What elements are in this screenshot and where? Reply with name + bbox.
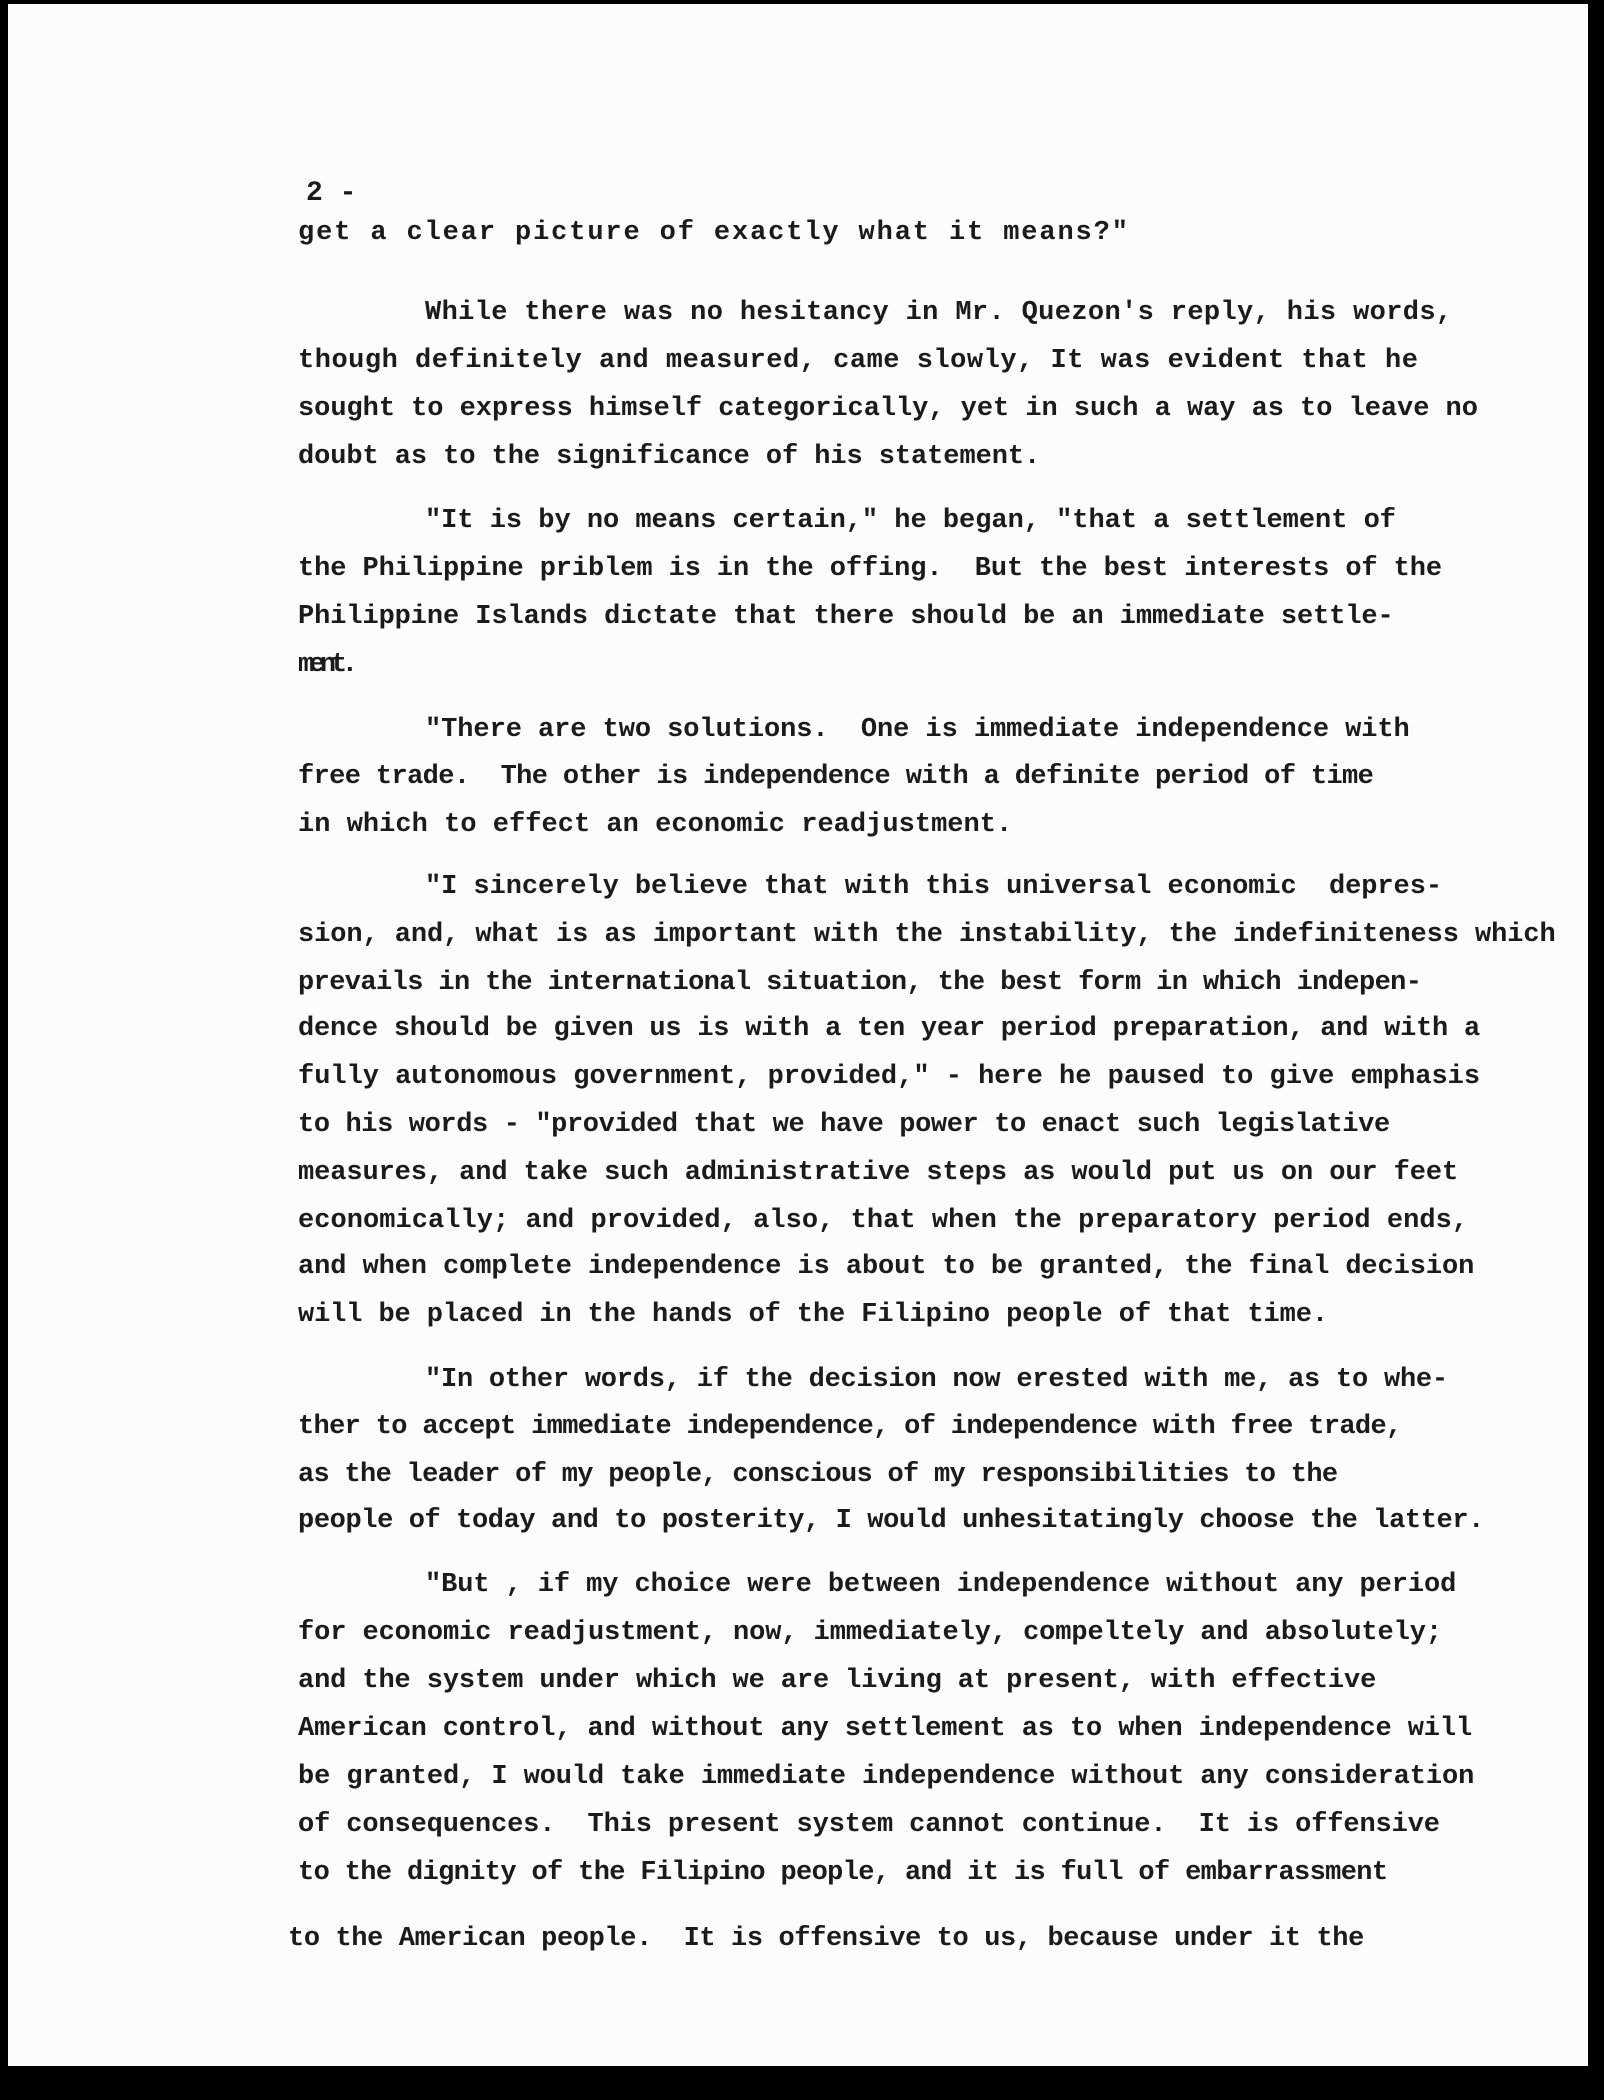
text-line: sion, and, what is as important with the instability, the indefiniteness which: [298, 920, 1556, 950]
text-line: prevails in the international situation, the best form in which indepen-: [298, 968, 1422, 998]
text-line: in which to effect an economic readjustment.: [298, 810, 1013, 840]
text-line: "In other words, if the decision now erested with me, as to whe-: [425, 1365, 1448, 1395]
text-line: ment.: [298, 650, 353, 680]
text-line: doubt as to the significance of his statement.: [298, 442, 1041, 472]
text-line: fully autonomous government, provided," - here he paused to give emphasis: [298, 1062, 1481, 1092]
text-line: to his words - "provided that we have power to enact such legislative: [298, 1110, 1390, 1140]
text-line: "But , if my choice were between independence without any period: [425, 1570, 1457, 1600]
text-line: people of today and to posterity, I would unhesitatingly choose the latter.: [298, 1506, 1484, 1536]
text-line: economically; and provided, also, that when the preparatory period ends,: [298, 1206, 1469, 1236]
text-line: the Philippine priblem is in the offing. But the best interests of the: [298, 554, 1442, 584]
text-line: ther to accept immediate independence, of independence with free trade,: [298, 1412, 1402, 1442]
text-line: "I sincerely believe that with this universal economic depres-: [425, 872, 1442, 902]
text-line: and when complete independence is about to be granted, the final decision: [298, 1252, 1475, 1282]
text-line: be granted, I would take immediate independence without any consideration: [298, 1762, 1475, 1792]
text-line: to the dignity of the Filipino people, and it is full of embarrassment: [298, 1858, 1388, 1888]
text-line: free trade. The other is independence with a definite period of time: [298, 762, 1374, 792]
text-line: sought to express himself categorically, yet in such a way as to leave no: [298, 394, 1478, 424]
text-line: for economic readjustment, now, immediately, compeltely and absolutely;: [298, 1618, 1442, 1648]
text-line: dence should be given us is with a ten year period preparation, and with a: [298, 1014, 1480, 1044]
text-line: to the American people. It is offensive to us, because under it the: [288, 1924, 1364, 1954]
text-line: will be placed in the hands of the Filipino people of that time.: [298, 1300, 1328, 1330]
text-line: "It is by no means certain," he began, "that a settlement of: [425, 506, 1396, 536]
text-line: and the system under which we are living at present, with effective: [298, 1666, 1377, 1696]
text-line: American control, and without any settlement as to when independence will: [298, 1714, 1473, 1744]
text-line: measures, and take such administrative steps as would put us on our feet: [298, 1158, 1459, 1188]
scan-border: [0, 2066, 1604, 2100]
text-line: While there was no hesitancy in Mr. Quezon's reply, his words,: [425, 298, 1453, 328]
page-number: 2 -: [306, 178, 357, 209]
text-line: Philippine Islands dictate that there should be an immediate settle-: [298, 602, 1394, 632]
text-line: though definitely and measured, came slowly, It was evident that he: [298, 346, 1419, 376]
text-line: get a clear picture of exactly what it means?": [298, 218, 1130, 248]
typed-sheet: [8, 4, 1588, 2066]
text-line: "There are two solutions. One is immediate independence with: [425, 715, 1410, 745]
text-line: of consequences. This present system cannot continue. It is offensive: [298, 1810, 1440, 1840]
text-line: as the leader of my people, conscious of my responsibilities to the: [298, 1460, 1338, 1490]
